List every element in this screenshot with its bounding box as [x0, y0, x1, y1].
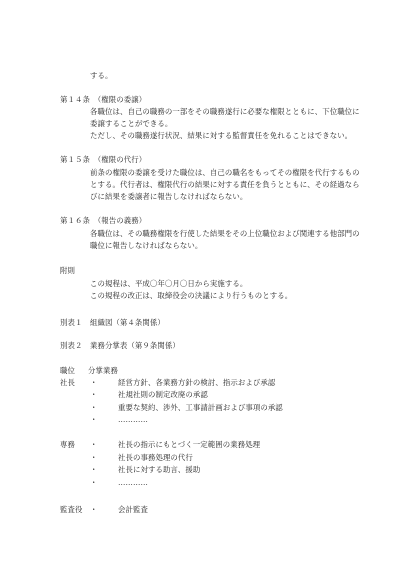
duty-item: …………: [118, 478, 148, 487]
duty-item: 社長の事務処理の代行: [118, 453, 193, 462]
bullet-icon: ・: [90, 478, 98, 487]
bullet-icon: ・: [90, 415, 98, 424]
duty-item: 社長に対する助言、援助: [118, 465, 201, 474]
article-15-line: びに結果を委譲者に報告しなければならない。: [90, 192, 248, 201]
appendix-1-title: 別表１ 組織図（第４条関係）: [60, 318, 165, 327]
duty-item: 会計監査: [118, 505, 148, 514]
duty-item: 重要な契約、渉外、工事請計画および事項の承認: [118, 403, 283, 412]
article-15-line: 前条の権限の委譲を受けた職位は、自己の職名をもってその権限を代行するもの: [90, 168, 360, 177]
table-row-position: 社長: [60, 378, 75, 387]
bullet-icon: ・: [90, 390, 98, 399]
article-15-line: とする。代行者は、権限代行の結果に対する責任を負うとともに、その経過なら: [90, 180, 360, 189]
bullet-icon: ・: [90, 403, 98, 412]
bullet-icon: ・: [90, 378, 98, 387]
supplementary-heading: 附則: [60, 266, 75, 275]
bullet-icon: ・: [90, 465, 98, 474]
article-16-line: 各職位は、その職務権限を行使した結果をその上位職位および関連する他部門の: [90, 229, 360, 238]
appendix-2-title: 別表２ 業務分掌表（第９条関係）: [60, 341, 180, 350]
continued-text: する。: [90, 71, 113, 80]
table-header-duties: 分掌業務: [88, 366, 118, 375]
bullet-icon: ・: [90, 453, 98, 462]
article-14-line: 委譲することができる。: [90, 119, 173, 128]
article-14-line: 各職位は、自己の職務の一部をその職務遂行に必要な権限とともに、下位職位に: [90, 107, 360, 116]
bullet-icon: ・: [90, 505, 98, 514]
duty-item: 社長の指示にもとづく一定範囲の業務処理: [118, 440, 261, 449]
supplementary-line: この規程は、平成〇年〇月〇日から実施する。: [90, 279, 248, 288]
article-16-heading: 第１６条 （報告の義務）: [60, 216, 147, 225]
table-row-position: 専務: [60, 440, 75, 449]
table-header-position: 職位: [60, 366, 75, 375]
article-14-heading: 第１４条 （権限の委譲）: [60, 95, 147, 104]
duty-item: …………: [118, 415, 148, 424]
table-row-position: 監査役: [60, 505, 83, 514]
duty-item: 社規社則の制定改廃の承認: [118, 390, 208, 399]
supplementary-line: この規程の改正は、取締役会の決議により行うものとする。: [90, 291, 293, 300]
article-16-line: 職位に報告しなければならない。: [90, 241, 203, 250]
article-14-line: ただし、その職務遂行状況、結果に対する監督責任を免れることはできない。: [90, 131, 353, 140]
article-15-heading: 第１５条 （権限の代行）: [60, 155, 147, 164]
duty-item: 経営方針、各業務方針の検討、指示および承認: [118, 378, 276, 387]
bullet-icon: ・: [90, 440, 98, 449]
